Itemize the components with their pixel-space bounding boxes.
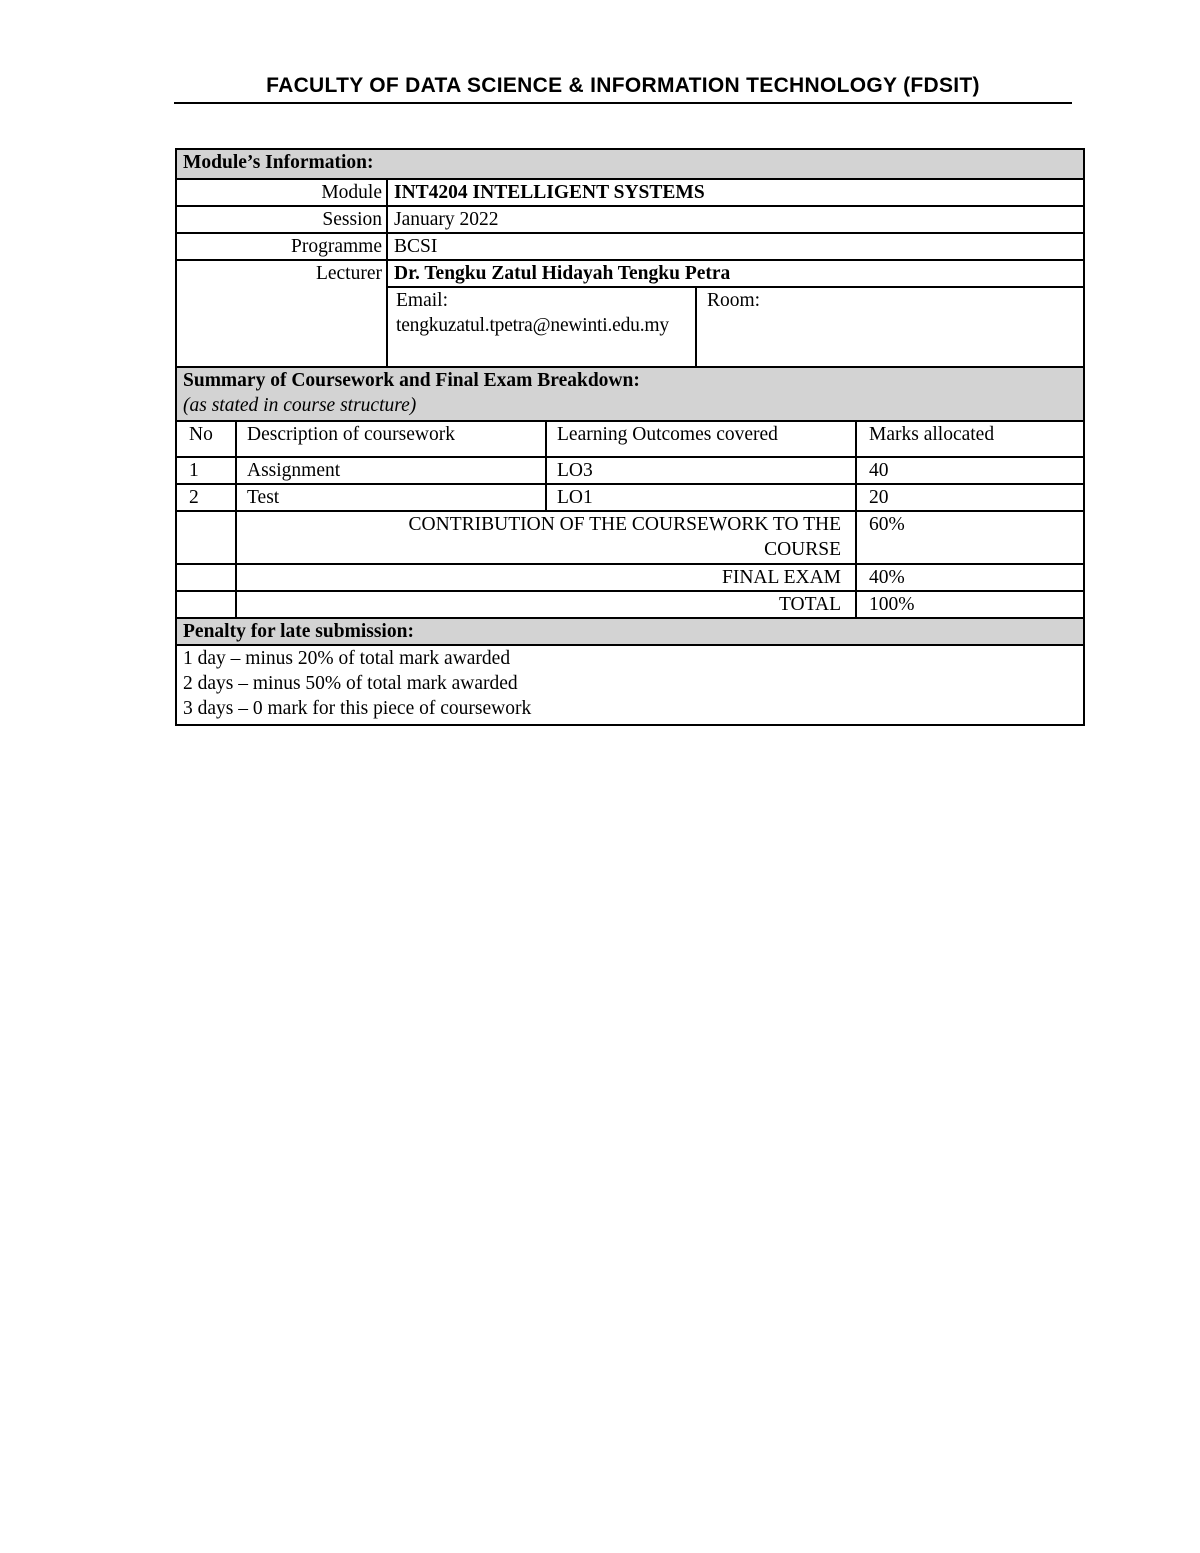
row-description: Test	[236, 484, 546, 511]
course-info-table	[175, 148, 1085, 726]
empty-cell	[176, 564, 236, 591]
contribution-value: 60%	[856, 511, 1084, 564]
breakdown-title-cell	[176, 367, 1084, 421]
email-value: tengkuzatul.tpetra@newinti.edu.my	[396, 315, 669, 336]
programme-value: BCSI	[387, 233, 1084, 260]
empty-cell	[176, 591, 236, 618]
final-exam-label: FINAL EXAM	[236, 564, 856, 591]
penalty-body-row	[176, 645, 1084, 725]
email-label: Email:	[396, 290, 448, 311]
row-outcome: LO1	[546, 484, 856, 511]
breakdown-columns-row	[176, 421, 1084, 457]
penalty-header-row	[176, 618, 1084, 645]
penalty-line: 1 day – minus 20% of total mark awarded	[183, 648, 511, 669]
empty-cell	[176, 511, 236, 564]
lecturer-row	[176, 260, 1084, 287]
final-exam-value: 40%	[856, 564, 1084, 591]
total-value: 100%	[856, 591, 1084, 618]
session-label: Session	[176, 206, 387, 233]
col-header-outcomes: Learning Outcomes covered	[546, 421, 856, 457]
penalty-lines	[176, 645, 1084, 725]
contribution-line-2: COURSE	[764, 539, 841, 560]
module-row	[176, 179, 1084, 206]
module-info-title: Module’s Information:	[176, 149, 1084, 179]
contribution-label	[236, 511, 856, 564]
row-marks: 20	[856, 484, 1084, 511]
email-cell	[387, 287, 696, 367]
penalty-line: 2 days – minus 50% of total mark awarded	[183, 673, 518, 694]
col-header-no: No	[176, 421, 236, 457]
contribution-line-1: CONTRIBUTION OF THE COURSEWORK TO THE	[408, 514, 841, 535]
page-title: FACULTY OF DATA SCIENCE & INFORMATION TECHNOLOGY (FDSIT)	[174, 70, 1072, 104]
penalty-title: Penalty for late submission:	[176, 618, 1084, 645]
contribution-row	[176, 511, 1084, 564]
total-row	[176, 591, 1084, 618]
programme-label: Programme	[176, 233, 387, 260]
row-no: 2	[176, 484, 236, 511]
breakdown-note: (as stated in course structure)	[183, 395, 417, 416]
module-label: Module	[176, 179, 387, 206]
session-row	[176, 206, 1084, 233]
lecturer-value: Dr. Tengku Zatul Hidayah Tengku Petra	[387, 260, 1084, 287]
breakdown-title: Summary of Coursework and Final Exam Breakdown:	[183, 370, 640, 391]
row-description: Assignment	[236, 457, 546, 484]
row-outcome: LO3	[546, 457, 856, 484]
module-value: INT4204 INTELLIGENT SYSTEMS	[387, 179, 1084, 206]
breakdown-header-row	[176, 367, 1084, 421]
lecturer-label: Lecturer	[176, 260, 387, 367]
module-info-header-row	[176, 149, 1084, 179]
col-header-marks: Marks allocated	[856, 421, 1084, 457]
programme-row	[176, 233, 1084, 260]
room-label: Room:	[696, 287, 1084, 367]
col-header-description: Description of coursework	[236, 421, 546, 457]
table-row	[176, 457, 1084, 484]
session-value: January 2022	[387, 206, 1084, 233]
final-exam-row	[176, 564, 1084, 591]
penalty-line: 3 days – 0 mark for this piece of coursework	[183, 698, 532, 719]
row-no: 1	[176, 457, 236, 484]
table-row	[176, 484, 1084, 511]
row-marks: 40	[856, 457, 1084, 484]
total-label: TOTAL	[236, 591, 856, 618]
